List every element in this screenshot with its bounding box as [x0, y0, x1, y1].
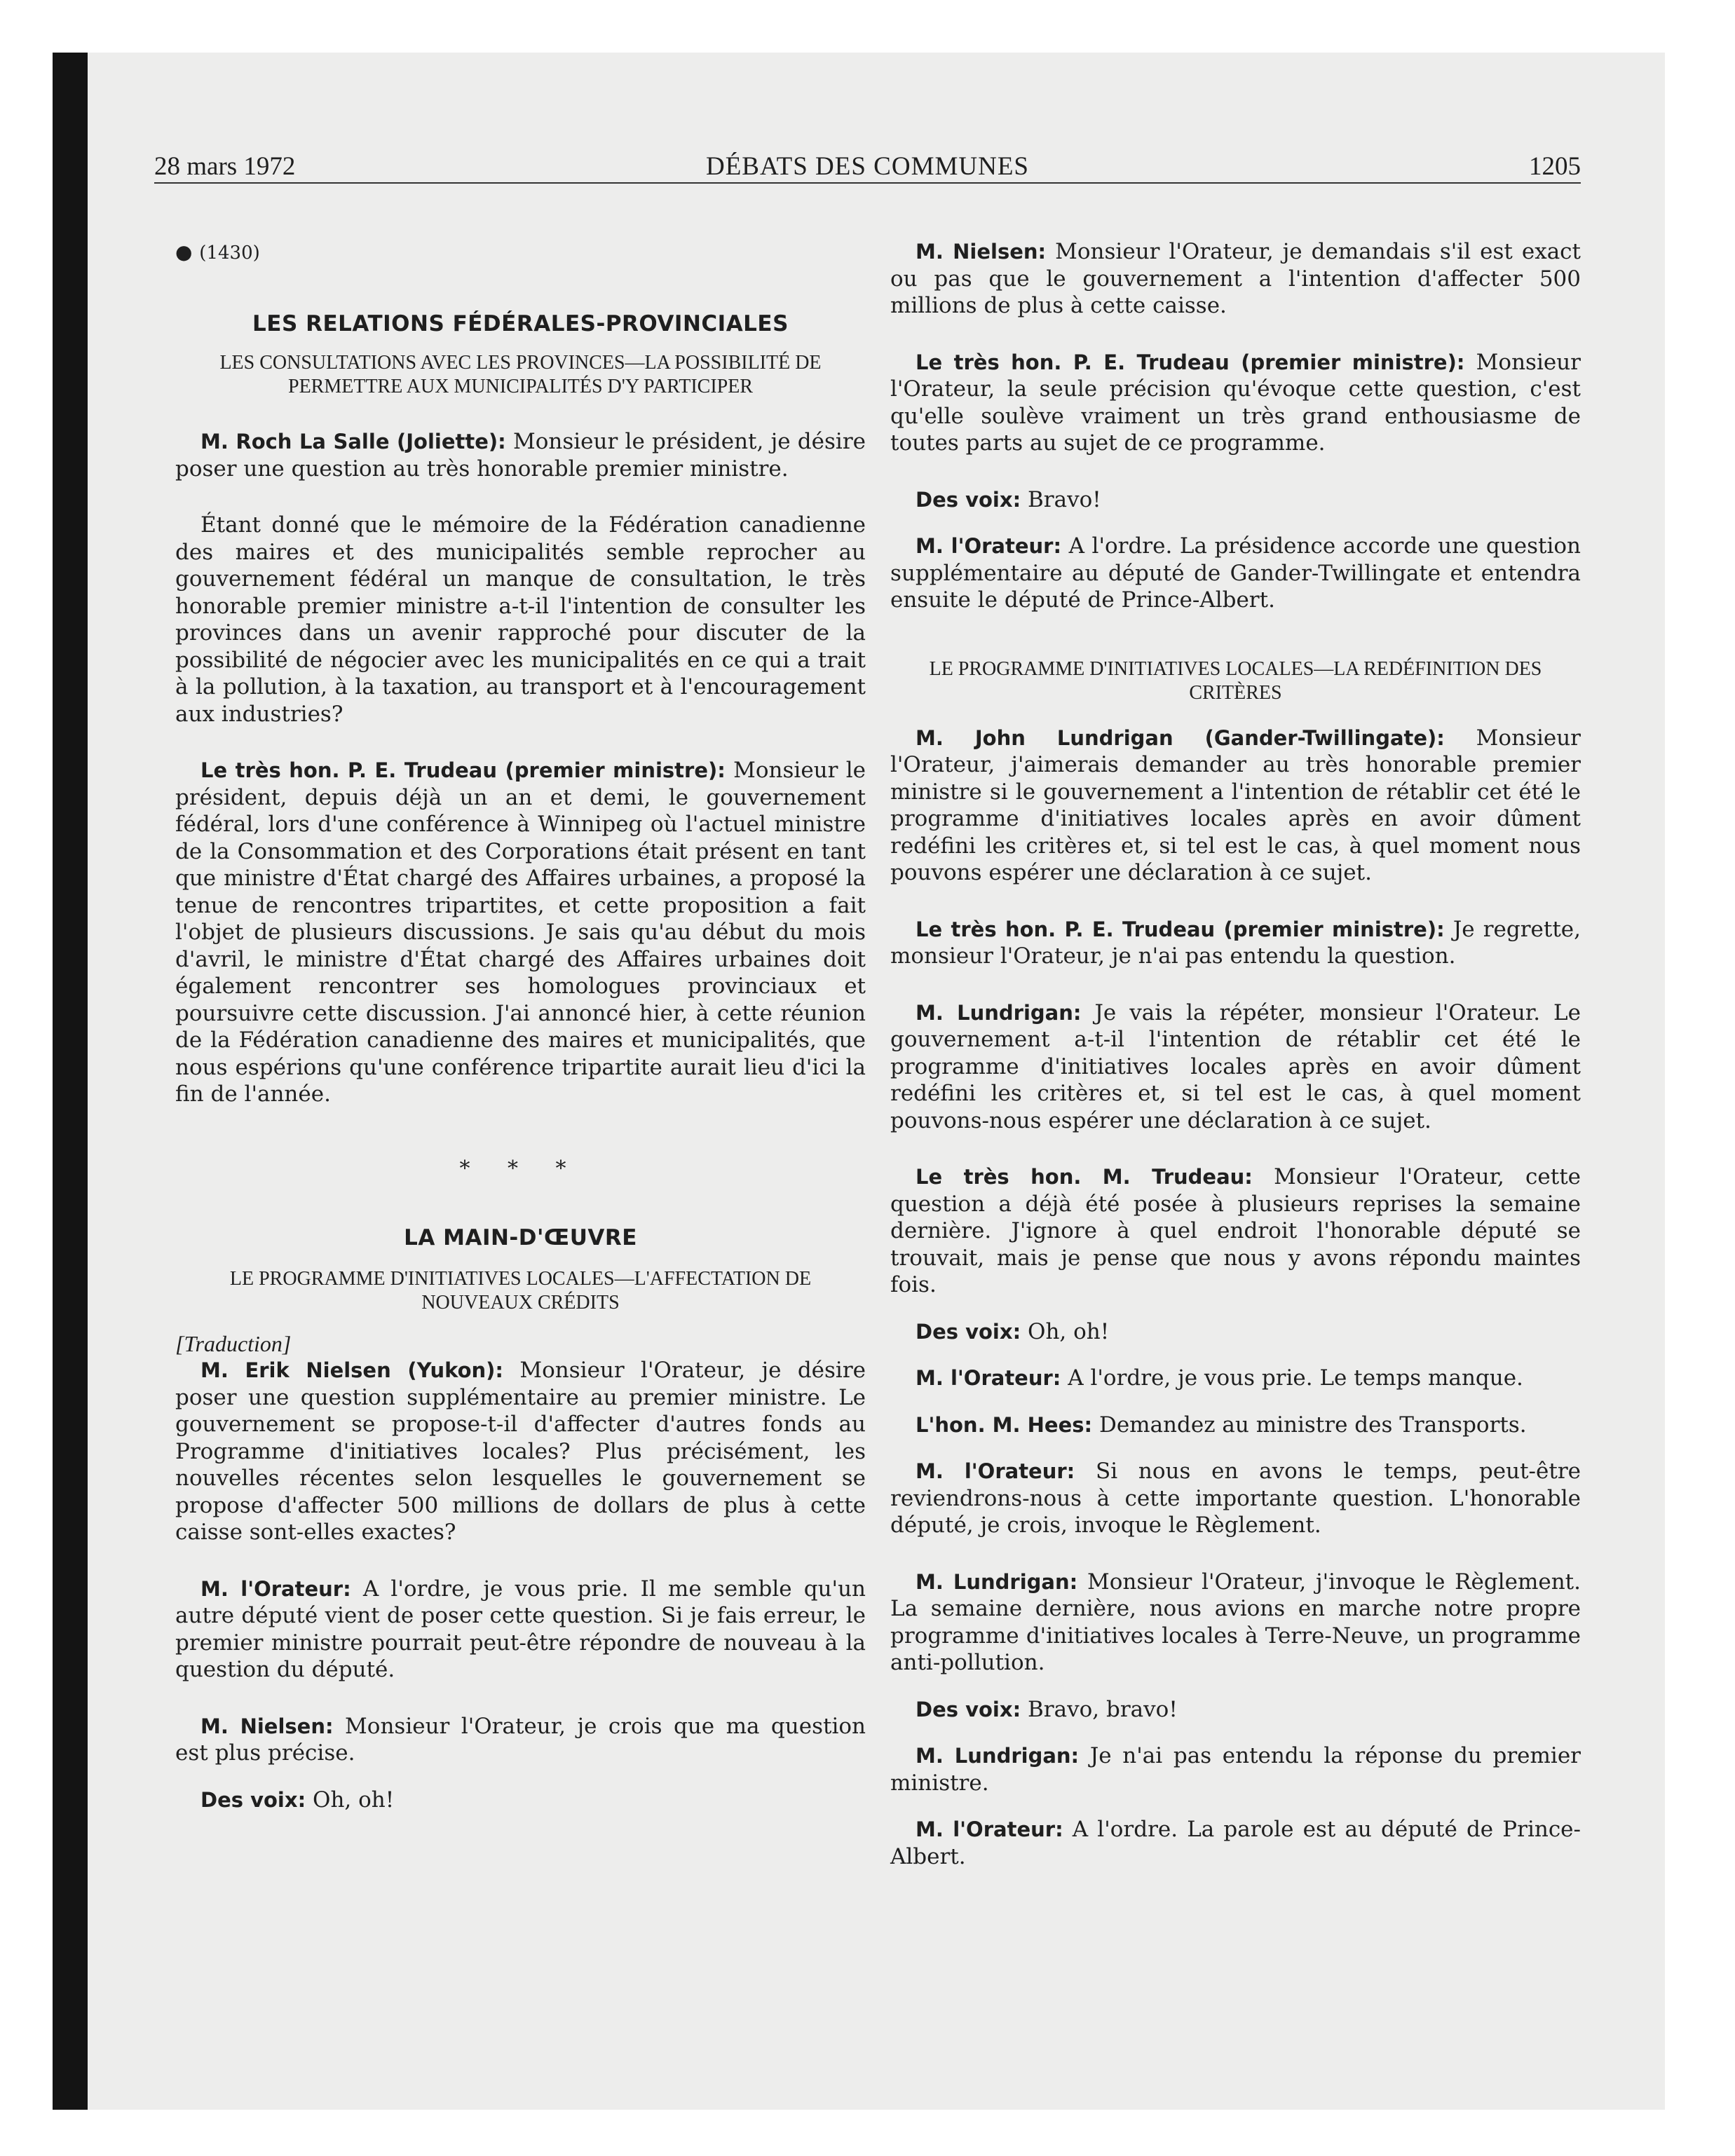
speech-nielsen-3 — [890, 238, 1581, 320]
speech-text: Demandez au ministre des Transports. — [1092, 1412, 1527, 1438]
section-title-federal-provincial: LES RELATIONS FÉDÉRALES-PROVINCIALES — [252, 311, 789, 336]
speech-des-voix-3 — [890, 1318, 1581, 1346]
header-date: 28 mars 1972 — [154, 152, 296, 181]
speaker-name: M. l'Orateur: — [916, 534, 1062, 558]
speech-trudeau-4 — [890, 1164, 1581, 1299]
section-subtitle-consultations: LES CONSULTATIONS AVEC LES PROVINCES—LA POSSIBILITÉ DE PERMETTRE AUX MUNICIPALITÉS D'Y PARTICIPER — [219, 352, 822, 397]
speech-text: Monsieur l'Orateur, je demandais s'il est exact ou pas que le gouvernement a l'intention d'affecter 500 millions de plus à cette caisse. — [890, 239, 1581, 318]
speaker-name: Le très hon. P. E. Trudeau (premier ministre): — [200, 758, 726, 782]
time-marker: ● (1430) — [175, 240, 260, 264]
speech-nielsen-1 — [175, 1357, 866, 1546]
speech-lundrigan-1 — [890, 725, 1581, 887]
speaker-name: Le très hon. P. E. Trudeau (premier ministre): — [916, 917, 1445, 941]
section-subtitle-pil-criteres: LE PROGRAMME D'INITIATIVES LOCALES—LA REDÉFINITION DES CRITÈRES — [929, 657, 1542, 704]
speech-lundrigan-4 — [890, 1742, 1581, 1796]
speech-text: Je regrette, monsieur l'Orateur, je n'ai pas entendu la question. — [890, 916, 1581, 969]
speaker-name: M. Roch La Salle (Joliette): — [200, 430, 506, 453]
speaker-name: Le très hon. P. E. Trudeau (premier ministre): — [916, 350, 1465, 374]
section-separator-stars: * * * — [459, 1156, 582, 1181]
traduction-marker: [Traduction] — [175, 1330, 292, 1356]
left-column — [175, 238, 866, 1813]
speech-lundrigan-2 — [890, 999, 1581, 1135]
speech-orateur-3 — [890, 1365, 1581, 1392]
speaker-name: M. Nielsen: — [200, 1714, 334, 1738]
speaker-name: Des voix: — [916, 487, 1021, 512]
speaker-name: L'hon. M. Hees: — [916, 1412, 1093, 1437]
speech-text: Si nous en avons le temps, peut-être reviendrons-nous à cette importante question. L'honorable député, je crois, invoque le Règlement. — [890, 1459, 1581, 1538]
speech-orateur-5 — [890, 1816, 1581, 1870]
speech-la-salle-question: Étant donné que le mémoire de la Fédération canadienne des maires et des municipalités semble reprocher au gouvernement fédéral un manque de consultation, le très honorable premier ministre a-t-il l'intention de consulter les provinces dans un avenir rapproché pour discuter de la possibilité de négocier avec les municipalités en ce qui a trait à la pollution, à la taxation, au transport et à l'encouragement aux industries? — [175, 512, 866, 727]
speech-text: Monsieur le président, je désire poser une question au très honorable premier ministre. — [175, 429, 866, 482]
speaker-name: M. John Lundrigan (Gander-Twillingate): — [916, 725, 1445, 750]
speech-lundrigan-3 — [890, 1569, 1581, 1677]
speech-text: Monsieur l'Orateur, la seule précision qu'évoque cette question, c'est qu'elle soulève vraiment un très grand enthousiasme de toutes parts au sujet de ce programme. — [890, 349, 1581, 456]
speech-text: Bravo! — [1021, 486, 1101, 512]
speech-hees — [890, 1412, 1581, 1439]
speech-text: A l'ordre, je vous prie. Le temps manque. — [1061, 1365, 1523, 1391]
speech-text: Monsieur l'Orateur, j'invoque le Règlement. La semaine dernière, nous avions en marche notre propre programme d'initiatives locales à Terre-Neuve, un programme anti-pollution. — [890, 1569, 1581, 1675]
speech-des-voix-1 — [175, 1787, 866, 1814]
header-title: DÉBATS DES COMMUNES — [705, 152, 1029, 181]
scan-edge — [53, 53, 88, 2110]
speech-text: Monsieur l'Orateur, je désire poser une question supplémentaire au premier ministre. Le gouvernement se propose-t-il d'affecter d'autres fonds au Programme d'initiatives locales? Plus précisément, les nouvelles récentes selon lesquelles le gouvernement se propose d'affecter 500 millions de dollars de plus à cette caisse sont-elles exactes? — [175, 1358, 866, 1545]
speech-text: Monsieur le président, depuis déjà un an et demi, le gouvernement fédéral, lors d'une conférence à Winnipeg où l'actuel ministre de la Consommation et des Corporations était présent en tant que ministre d'État chargé des Affaires urbaines, a proposé la tenue de rencontres tripartites, et cette proposition a fait l'objet de plusieurs discussions. Je sais qu'au début du mois d'avril, le ministre d'État chargé des Affaires urbaines doit également rencontrer ses homologues provinciaux et poursuivre cette discussion. J'ai annoncé hier, à cette réunion de la Fédération canadienne des maires et municipalités, que nous espérions qu'une conférence tripartite aurait lieu d'ici la fin de l'année. — [175, 758, 866, 1107]
speaker-name: Le très hon. M. Trudeau: — [916, 1165, 1253, 1189]
speaker-name: M. Lundrigan: — [916, 1744, 1080, 1768]
speech-des-voix-4 — [890, 1696, 1581, 1724]
speech-text: Je vais la répéter, monsieur l'Orateur. Le gouvernement a-t-il l'intention de rétablir cet été le programme d'initiatives locales après en avoir dûment redéfini les critères et, si tel est le cas, à quel moment pouvons-nous espérer une déclaration à ce sujet. — [890, 999, 1581, 1133]
speaker-name: Des voix: — [916, 1319, 1021, 1344]
speech-text: Oh, oh! — [306, 1787, 395, 1813]
speaker-name: M. Lundrigan: — [916, 1569, 1078, 1594]
speech-nielsen-2 — [175, 1713, 866, 1767]
speaker-name: M. l'Orateur: — [916, 1817, 1063, 1841]
speaker-name: M. Nielsen: — [916, 240, 1047, 264]
speech-la-salle — [175, 428, 866, 482]
speech-trudeau-1 — [175, 757, 866, 1108]
page-header — [154, 151, 1581, 184]
speech-text: A l'ordre. La présidence accorde une question supplémentaire au député de Gander-Twillingate et entendra ensuite le député de Prince-Albert. — [890, 533, 1581, 613]
speech-text: Oh, oh! — [1021, 1318, 1110, 1344]
right-column — [890, 238, 1581, 1870]
speaker-name: Des voix: — [200, 1787, 306, 1812]
speech-text: Bravo, bravo! — [1021, 1696, 1178, 1722]
speaker-name: M. l'Orateur: — [916, 1366, 1061, 1390]
speaker-name: M. l'Orateur: — [916, 1459, 1075, 1483]
speech-orateur-2 — [890, 533, 1581, 614]
speech-text: Je n'ai pas entendu la réponse du premier ministre. — [890, 1743, 1581, 1796]
speech-text: Monsieur l'Orateur, j'aimerais demander au très honorable premier ministre si le gouvernement a l'intention de rétablir cet été le programme d'initiatives locales après en avoir dûment redéfini les critères et, si tel est le cas, à quel moment nous pouvons espérer une déclaration à ce sujet. — [890, 725, 1581, 885]
speech-text: Monsieur l'Orateur, je crois que ma question est plus précise. — [175, 1713, 866, 1766]
speaker-name: M. l'Orateur: — [200, 1576, 351, 1601]
speech-text: A l'ordre, je vous prie. Il me semble qu'un autre député vient de poser cette question. Si je fais erreur, le premier ministre pourrait peut-être répondre de nouveau à la question du député. — [175, 1576, 866, 1682]
speech-text: Monsieur l'Orateur, cette question a déjà été posée à plusieurs reprises la semaine dernière. J'ignore à quel endroit l'honorable député se trouvait, mais je pense que nous y avons répondu maintes fois. — [890, 1164, 1581, 1297]
speaker-name: M. Lundrigan: — [916, 1000, 1082, 1025]
speech-trudeau-2 — [890, 349, 1581, 457]
bullet-icon: ● — [175, 240, 193, 264]
speech-orateur-4 — [890, 1458, 1581, 1539]
speaker-name: M. Erik Nielsen (Yukon): — [200, 1358, 504, 1382]
header-page-number: 1205 — [1529, 152, 1581, 181]
speech-trudeau-3 — [890, 916, 1581, 970]
section-title-main-doeuvre: LA MAIN-D'ŒUVRE — [404, 1225, 637, 1250]
speech-text: A l'ordre. La parole est au député de Prince-Albert. — [890, 1817, 1581, 1869]
section-subtitle-pil-credits: LE PROGRAMME D'INITIATIVES LOCALES—L'AFFECTATION DE NOUVEAUX CRÉDITS — [229, 1267, 812, 1314]
speech-orateur-1 — [175, 1576, 866, 1684]
speaker-name: Des voix: — [916, 1697, 1021, 1721]
speech-des-voix-2 — [890, 486, 1581, 514]
